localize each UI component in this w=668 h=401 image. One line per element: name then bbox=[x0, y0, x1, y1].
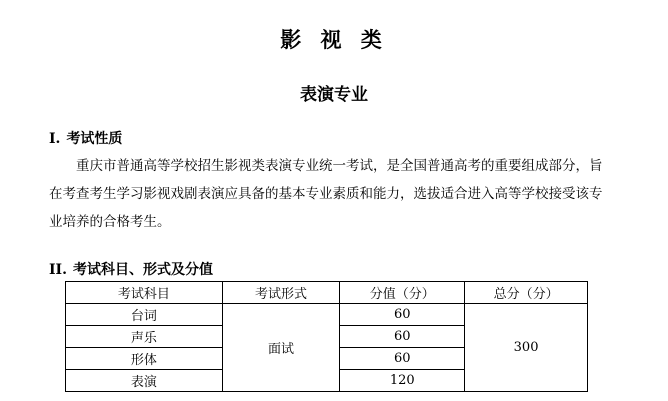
header-subject: 考试科目 bbox=[66, 282, 223, 304]
section-2-number: II. bbox=[49, 262, 67, 278]
header-total: 总分（分） bbox=[465, 282, 588, 304]
exam-nature-paragraph: 重庆市普通高等学校招生影视类表演专业统一考试，是全国普通高考的重要组成部分，旨在考查考生学习影视戏剧表演应具备的基本专业素质和能力，选拔适合进入高等学校接受该专业培养的合格考生。 bbox=[49, 158, 603, 230]
table-row bbox=[66, 304, 588, 326]
subject-cell: 声乐 bbox=[66, 326, 223, 348]
header-form: 考试形式 bbox=[222, 282, 340, 304]
score-cell: 60 bbox=[340, 326, 465, 348]
section-1-number: I. bbox=[49, 131, 61, 147]
header-score: 分值（分） bbox=[340, 282, 465, 304]
section-1-title: 考试性质 bbox=[66, 131, 123, 147]
total-cell: 300 bbox=[465, 304, 588, 392]
score-table bbox=[65, 281, 588, 392]
section-2-title: 考试科目、形式及分值 bbox=[72, 262, 213, 278]
score-cell: 60 bbox=[340, 348, 465, 370]
score-cell: 120 bbox=[340, 370, 465, 392]
subject-cell: 形体 bbox=[66, 348, 223, 370]
section-1-heading bbox=[49, 128, 122, 148]
form-cell: 面试 bbox=[222, 304, 340, 392]
subject-cell: 台词 bbox=[66, 304, 223, 326]
score-cell: 60 bbox=[340, 304, 465, 326]
table-header-row bbox=[66, 282, 588, 304]
section-2-heading bbox=[49, 259, 213, 279]
major-subtitle: 表演专业 bbox=[300, 85, 368, 105]
category-title: 影 视 类 bbox=[280, 28, 388, 52]
subject-cell: 表演 bbox=[66, 370, 223, 392]
